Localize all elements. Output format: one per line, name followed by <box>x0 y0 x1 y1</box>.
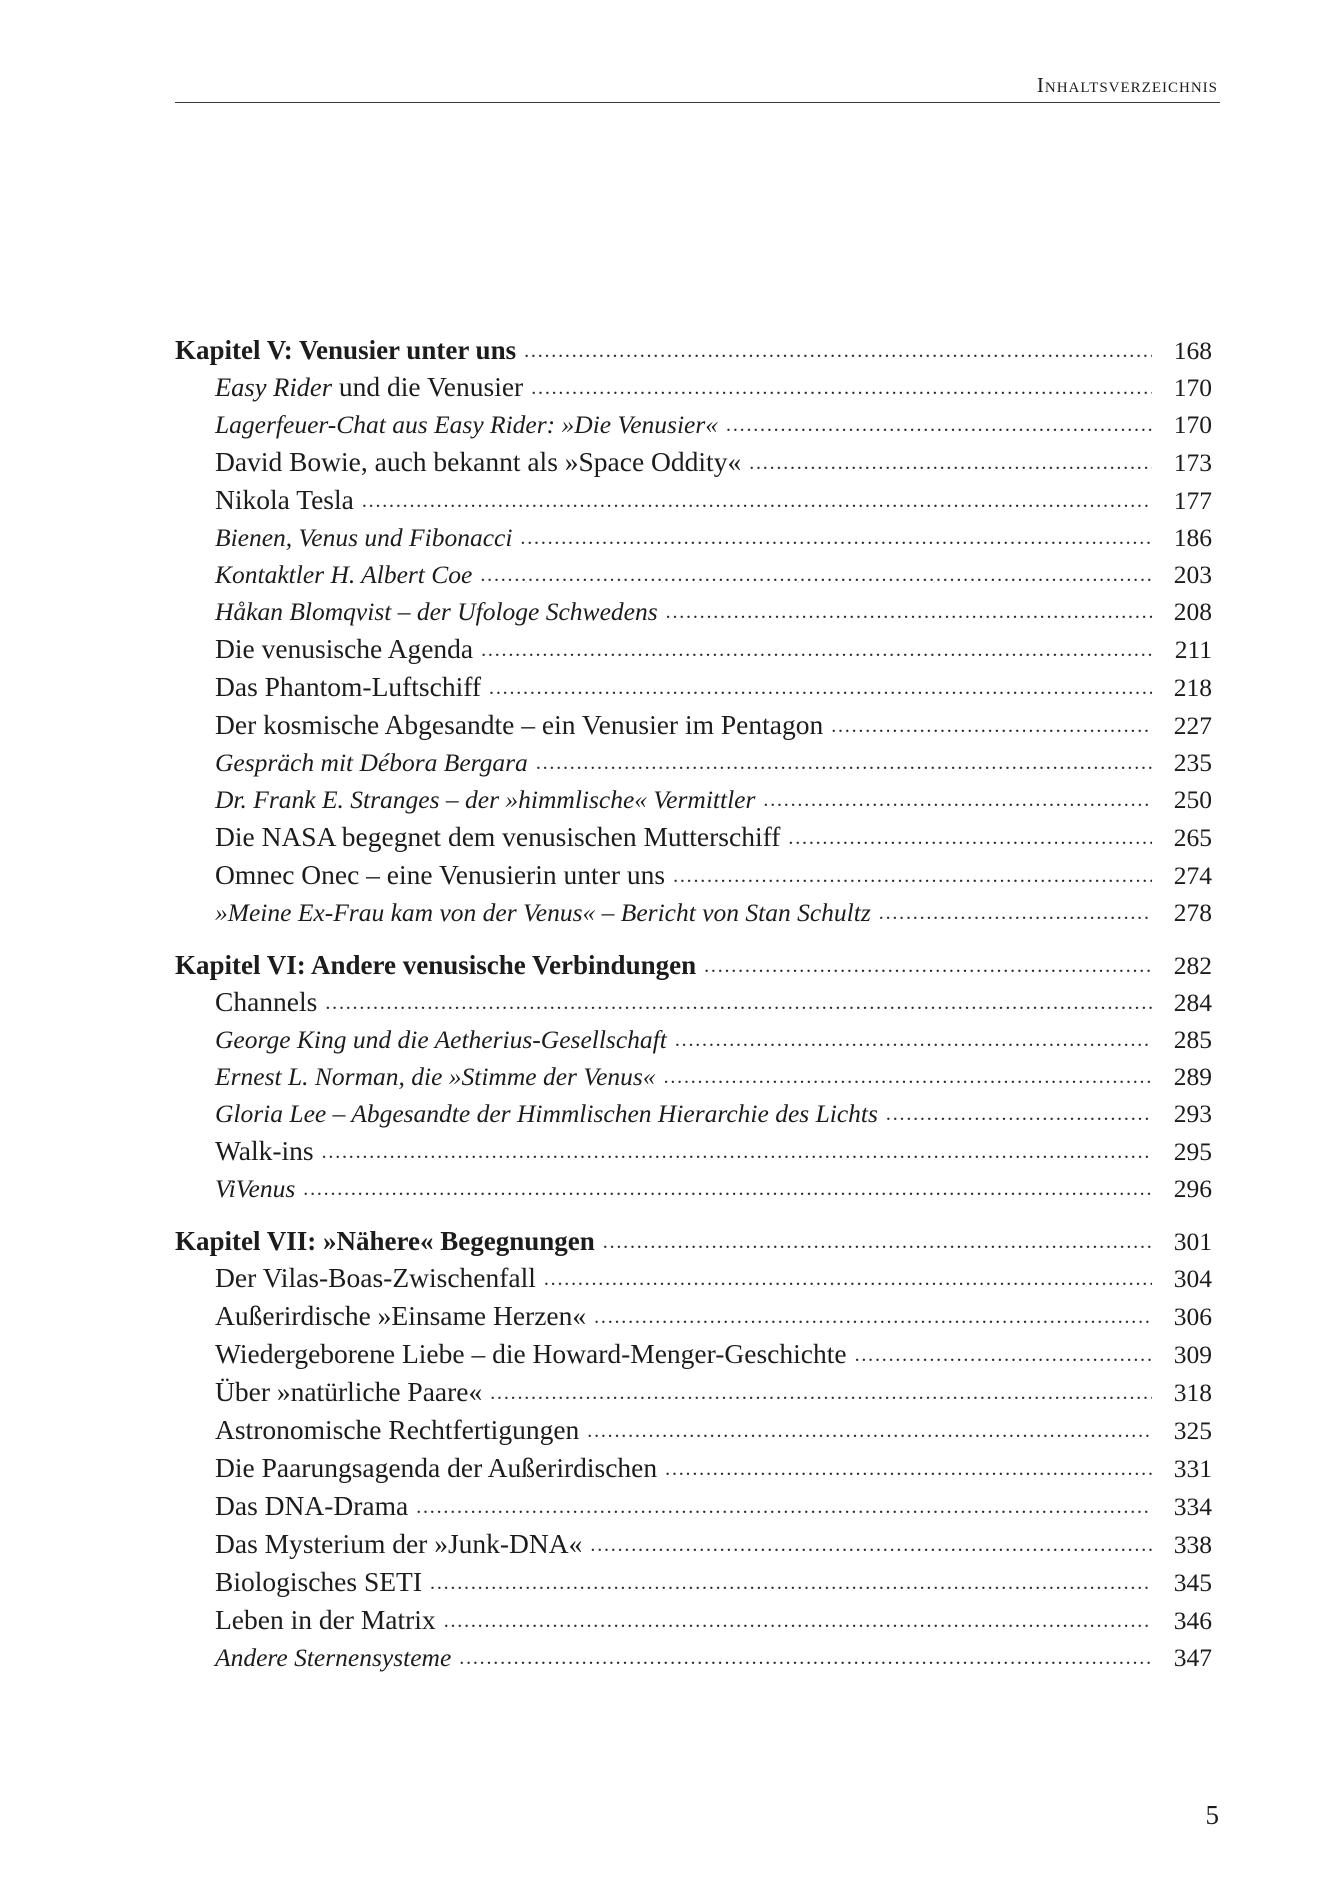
toc-entry-title <box>215 1095 886 1132</box>
toc-entry[interactable] <box>175 1525 1212 1563</box>
page-number: 5 <box>1205 1800 1219 1830</box>
toc-entry-title-part: Über »natürliche Paare« <box>215 1376 483 1407</box>
toc-page-number: 250 <box>1173 785 1212 814</box>
toc-entry-title-part: »Meine Ex-Frau kam von der Venus« – Bericht von Stan Schultz <box>215 898 871 927</box>
toc-page-number: 274 <box>1173 861 1212 890</box>
toc-entry[interactable] <box>175 1601 1212 1639</box>
toc-page-number: 325 <box>1173 1416 1212 1445</box>
toc-entry[interactable] <box>175 668 1212 706</box>
toc-entry-title-part: Die venusische Agenda <box>215 633 474 664</box>
toc-entry[interactable] <box>175 519 1212 556</box>
toc-entry[interactable] <box>175 1170 1212 1207</box>
toc-leader-dots <box>603 1224 1152 1260</box>
toc-entry-title <box>215 1601 444 1639</box>
toc-entry-title-part: Channels <box>215 986 318 1017</box>
toc-entry-title-part: Gespräch mit Débora Bergara <box>215 748 528 777</box>
toc-leader-dots <box>673 857 1152 895</box>
toc-leader-dots <box>749 444 1152 482</box>
toc-entry[interactable] <box>175 1132 1212 1170</box>
toc-leader-dots <box>325 984 1152 1022</box>
toc-leader-dots <box>524 333 1152 369</box>
toc-leader-dots <box>831 707 1152 745</box>
toc-leader-dots <box>536 745 1152 782</box>
toc-entry-title <box>215 744 536 781</box>
toc-chapter-heading[interactable] <box>175 332 1212 368</box>
toc-leader-dots <box>520 520 1152 557</box>
toc-entry[interactable] <box>175 1335 1212 1373</box>
toc-entry[interactable] <box>175 1259 1212 1297</box>
toc-entry-title-part: Andere Sternensysteme <box>215 1643 452 1672</box>
toc-entry-title <box>215 1525 590 1563</box>
toc-leader-dots <box>444 1602 1152 1640</box>
toc-entry-title <box>215 1058 664 1095</box>
toc-entry[interactable] <box>175 856 1212 894</box>
toc-entry-title-part: Bienen, Venus und Fibonacci <box>215 523 513 552</box>
toc-page-number: 334 <box>1173 1492 1212 1521</box>
toc-entry-title-part: Håkan Blomqvist – der Ufologe Schwedens <box>215 597 658 626</box>
toc-entry[interactable] <box>175 818 1212 856</box>
toc-leader-dots <box>489 669 1152 707</box>
toc-leader-dots <box>665 1450 1152 1488</box>
toc-entry-title <box>215 983 325 1021</box>
toc-entry-title-part: ViVenus <box>215 1174 296 1203</box>
toc-page-number: 177 <box>1173 486 1212 515</box>
toc-entry-title <box>215 443 749 481</box>
toc-page-number: 208 <box>1173 597 1212 626</box>
toc-entry-title <box>215 1639 459 1676</box>
toc-entry-title <box>215 781 763 818</box>
toc-entry-title-part: Biologisches SETI <box>215 1566 423 1597</box>
toc-page-number: 309 <box>1173 1340 1212 1369</box>
toc-page-number: 284 <box>1173 988 1212 1017</box>
toc-chapter-title: Kapitel VII: »Nähere« Begegnungen <box>175 1226 595 1256</box>
toc-leader-dots <box>303 1171 1152 1208</box>
toc-entry-title-part: George King und die Aetherius-Gesellschaft <box>215 1025 667 1054</box>
toc-page-number: 186 <box>1173 523 1212 552</box>
toc-entry-title <box>215 1411 587 1449</box>
toc-entry[interactable] <box>175 556 1212 593</box>
toc-leader-dots <box>362 482 1152 520</box>
toc-chapter-heading[interactable] <box>175 1223 1212 1259</box>
toc-entry-title-part: Das Phantom-Luftschiff <box>215 671 482 702</box>
toc-entry-title-part: David Bowie, auch bekannt als »Space Oddity« <box>215 446 742 477</box>
toc-entry[interactable] <box>175 983 1212 1021</box>
toc-entry-title-part: Die Paarungsagenda der Außerirdischen <box>215 1452 658 1483</box>
toc-entry[interactable] <box>175 1297 1212 1335</box>
toc-entry[interactable] <box>175 744 1212 781</box>
table-of-contents <box>175 332 1212 1676</box>
toc-entry-title <box>215 1021 675 1058</box>
toc-entry-title-part: Ernest L. Norman, die »Stimme der Venus« <box>215 1062 656 1091</box>
toc-entry-title <box>215 1297 594 1335</box>
toc-entry-title <box>215 519 520 556</box>
toc-page-number: 211 <box>1174 635 1212 664</box>
toc-page-number: 227 <box>1173 711 1212 740</box>
toc-leader-dots <box>544 1260 1152 1298</box>
toc-entry-title-part: Astronomische Rechtfertigungen <box>215 1414 580 1445</box>
toc-leader-dots <box>459 1640 1152 1677</box>
toc-page-number: 347 <box>1173 1643 1212 1672</box>
toc-page-number: 345 <box>1173 1568 1212 1597</box>
toc-entry-title <box>215 1132 322 1170</box>
toc-entry-title <box>215 856 673 894</box>
toc-entry-title-part: Omnec Onec – eine Venusierin unter uns <box>215 859 666 890</box>
toc-entry-title <box>215 818 788 856</box>
toc-entry-title-part: Walk-ins <box>215 1135 314 1166</box>
toc-leader-dots <box>430 1564 1152 1602</box>
toc-entry-title-part: Die NASA begegnet dem venusischen Mutterschiff <box>215 821 781 852</box>
running-head <box>175 74 1220 103</box>
toc-leader-dots <box>480 557 1152 594</box>
toc-entry-title-part: Das Mysterium der »Junk-DNA« <box>215 1528 583 1559</box>
toc-leader-dots <box>594 1298 1152 1336</box>
toc-entry-title <box>215 1259 544 1297</box>
toc-entry-title <box>215 1335 855 1373</box>
toc-entry[interactable] <box>175 1487 1212 1525</box>
toc-chapter-title: Kapitel VI: Andere venusische Verbindungen <box>175 950 697 980</box>
toc-entry[interactable] <box>175 630 1212 668</box>
toc-entry[interactable] <box>175 368 1212 406</box>
toc-entry-title <box>215 556 480 593</box>
toc-entry[interactable] <box>175 1449 1212 1487</box>
toc-entry[interactable] <box>175 406 1212 443</box>
toc-entry-title <box>215 481 362 519</box>
toc-page-number: 265 <box>1173 823 1212 852</box>
toc-chapter <box>175 1223 1212 1676</box>
toc-page-number: 285 <box>1173 1025 1212 1054</box>
toc-entry[interactable] <box>175 781 1212 818</box>
toc-page-number: 218 <box>1173 673 1212 702</box>
toc-entry[interactable] <box>175 593 1212 630</box>
toc-page-number: 282 <box>1173 951 1212 980</box>
toc-entry-title <box>215 593 666 630</box>
toc-entry-title <box>215 368 531 406</box>
toc-page-number: 170 <box>1173 373 1212 402</box>
toc-entry-title <box>215 1170 303 1207</box>
toc-entry[interactable] <box>175 1058 1212 1095</box>
toc-page-number: 278 <box>1173 898 1212 927</box>
toc-page-number: 306 <box>1173 1302 1212 1331</box>
toc-leader-dots <box>675 1022 1152 1059</box>
running-head-title: Inhaltsverzeichnis <box>1036 73 1218 97</box>
toc-entry-title <box>215 1563 430 1601</box>
toc-leader-dots <box>587 1412 1152 1450</box>
toc-page-number: 295 <box>1173 1137 1212 1166</box>
toc-entry-title-part: Leben in der Matrix <box>215 1604 436 1635</box>
toc-leader-dots <box>666 594 1152 631</box>
toc-entry[interactable] <box>175 1373 1212 1411</box>
toc-leader-dots <box>590 1526 1152 1564</box>
toc-chapter <box>175 332 1212 931</box>
toc-leader-dots <box>763 782 1152 819</box>
toc-entry-title-part: Das DNA-Drama <box>215 1490 409 1521</box>
toc-page-number: 331 <box>1173 1454 1212 1483</box>
toc-entry-title-part: Wiedergeborene Liebe – die Howard-Menger-Geschichte <box>215 1338 847 1369</box>
toc-entry-title-part: und die Venusier <box>332 371 524 402</box>
toc-leader-dots <box>531 369 1152 407</box>
toc-entry-title-part: Der kosmische Abgesandte – ein Venusier im Pentagon <box>215 709 824 740</box>
toc-entry-title <box>215 1449 665 1487</box>
toc-entry[interactable] <box>175 481 1212 519</box>
toc-entry-title-part: Gloria Lee – Abgesandte der Himmlischen Hierarchie des Lichts <box>215 1099 878 1128</box>
toc-page-number: 338 <box>1173 1530 1212 1559</box>
toc-entry[interactable] <box>175 1639 1212 1676</box>
toc-entry-title-part: Dr. Frank E. Stranges – der »himmlische« Vermittler <box>215 785 756 814</box>
toc-leader-dots <box>886 1096 1152 1133</box>
toc-page-number: 203 <box>1173 560 1212 589</box>
toc-entry-title-part: Lagerfeuer-Chat aus Easy Rider: »Die Venusier« <box>215 410 719 439</box>
toc-entry-title-part: Außerirdische »Einsame Herzen« <box>215 1300 587 1331</box>
toc-leader-dots <box>490 1374 1152 1412</box>
toc-page-number: 168 <box>1173 336 1212 365</box>
toc-entry-title <box>215 894 879 931</box>
toc-entry-title-part: Der Vilas-Boas-Zwischenfall <box>215 1262 536 1293</box>
toc-entry[interactable] <box>175 706 1212 744</box>
toc-page-number: 318 <box>1173 1378 1212 1407</box>
toc-leader-dots <box>855 1336 1152 1374</box>
toc-leader-dots <box>322 1133 1152 1171</box>
toc-entry-title <box>215 706 831 744</box>
toc-chapter <box>175 947 1212 1207</box>
toc-leader-dots <box>879 895 1152 932</box>
toc-leader-dots <box>726 407 1152 444</box>
toc-entry-title <box>215 1487 416 1525</box>
toc-page-number: 293 <box>1173 1099 1212 1128</box>
toc-leader-dots <box>416 1488 1152 1526</box>
toc-leader-dots <box>788 819 1152 857</box>
toc-page-number: 296 <box>1173 1174 1212 1203</box>
toc-entry-title-part: Kontaktler H. Albert Coe <box>215 560 473 589</box>
toc-entry[interactable] <box>175 894 1212 931</box>
toc-chapter-title: Kapitel V: Venusier unter uns <box>175 335 517 365</box>
toc-entry-title <box>215 630 481 668</box>
toc-page-number: 301 <box>1173 1227 1212 1256</box>
toc-entry[interactable] <box>175 443 1212 481</box>
toc-leader-dots <box>704 948 1152 984</box>
toc-entry-title <box>215 668 489 706</box>
toc-page-number: 346 <box>1173 1606 1212 1635</box>
toc-entry-title-part: Easy Rider <box>215 372 333 402</box>
toc-chapter-heading[interactable] <box>175 947 1212 983</box>
toc-page-number: 289 <box>1173 1062 1212 1091</box>
toc-leader-dots <box>664 1059 1152 1096</box>
toc-page-number: 304 <box>1173 1264 1212 1293</box>
toc-entry[interactable] <box>175 1021 1212 1058</box>
toc-page-number: 173 <box>1173 448 1212 477</box>
toc-entry-title-part: Nikola Tesla <box>215 484 354 515</box>
toc-entry[interactable] <box>175 1095 1212 1132</box>
toc-leader-dots <box>481 631 1152 669</box>
toc-entry-title <box>215 1373 490 1411</box>
toc-entry[interactable] <box>175 1563 1212 1601</box>
toc-entry-title <box>215 406 726 443</box>
toc-entry[interactable] <box>175 1411 1212 1449</box>
toc-page-number: 235 <box>1173 748 1212 777</box>
toc-page-number: 170 <box>1173 410 1212 439</box>
